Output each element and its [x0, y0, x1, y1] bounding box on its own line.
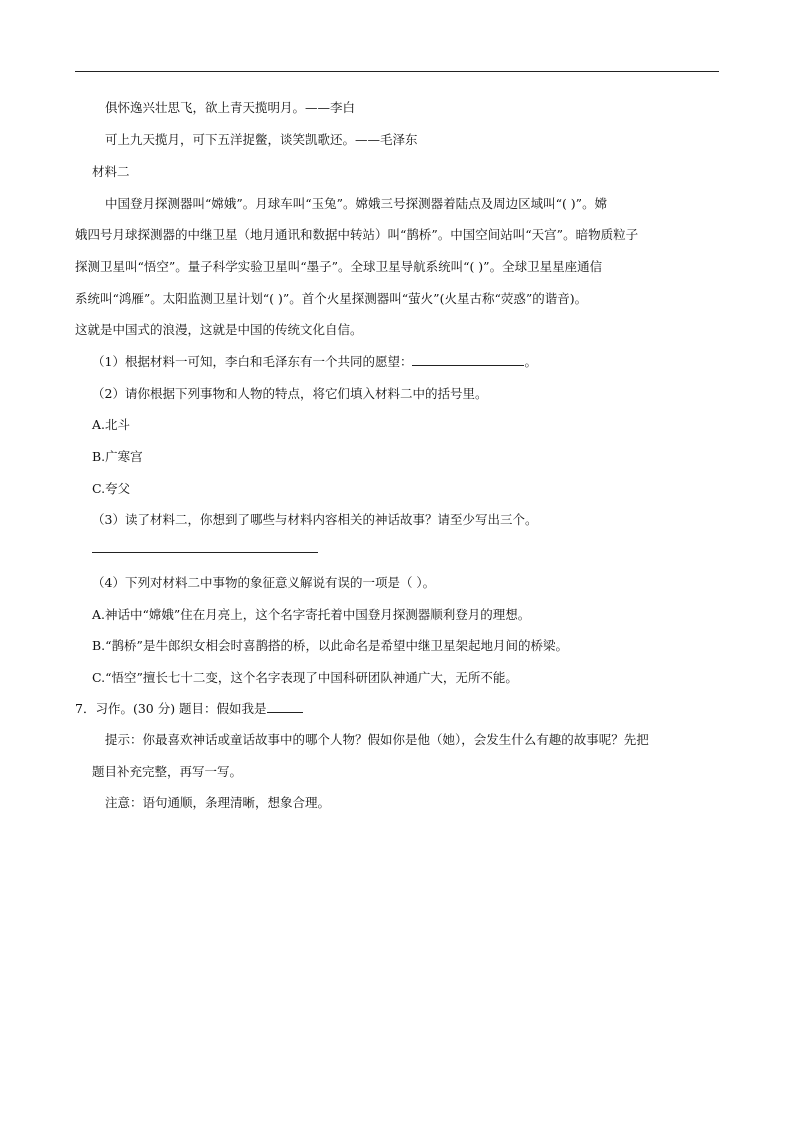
- question-7-title-text: 7．习作。(30 分) 题目：假如我是: [75, 701, 267, 716]
- material2-heading: 材料二: [92, 164, 130, 179]
- material2-line-3: 探测卫星叫“悟空”。量子科学实验卫星叫“墨子”。全球卫星导航系统叫“( )”。全球卫星星座通信: [75, 259, 603, 274]
- question-4-option-b: B.“鹊桥”是牛郎织女相会时喜鹊搭的桥，以此命名是希望中继卫星架起地月间的桥梁。: [92, 638, 568, 653]
- question-1: [92, 353, 537, 371]
- material2-line-4: 系统叫“鸿雁”。太阳监测卫星计划“( )”。首个火星探测器叫“萤火”(火星古称“荧惑”的谐音)。: [75, 291, 588, 306]
- question-3: （3）读了材料二，你想到了哪些与材料内容相关的神话故事？请至少写出三个。: [92, 512, 538, 527]
- question-3-answer-line[interactable]: [92, 552, 318, 553]
- question-1-answer-blank[interactable]: [412, 353, 524, 366]
- poem-li-bai: 俱怀逸兴壮思飞，欲上青天揽明月。——李白: [105, 100, 356, 115]
- option-c-kuafu: C.夸父: [92, 481, 131, 496]
- option-a-beidou: A.北斗: [92, 417, 131, 432]
- header-rule: [75, 71, 719, 72]
- question-7-hint-line-1: 提示：你最喜欢神话或童话故事中的哪个人物？假如你是他（她），会发生什么有趣的故事呢？先把: [105, 732, 649, 747]
- question-1-text: （1）根据材料一可知，李白和毛泽东有一个共同的愿望：: [92, 354, 413, 369]
- option-b-guanghangong: B.广寒宫: [92, 449, 143, 464]
- material2-line-5: 这就是中国式的浪漫，这就是中国的传统文化自信。: [75, 322, 363, 337]
- material2-line-2: 娥四号月球探测器的中继卫星（地月通讯和数据中转站）叫“鹊桥”。中国空间站叫“天宫”。暗物质粒子: [75, 227, 639, 242]
- question-4-option-c: C.“悟空”擅长七十二变，这个名字表现了中国科研团队神通广大，无所不能。: [92, 670, 518, 685]
- question-7-title: [75, 700, 303, 718]
- question-7-note: 注意：语句通顺，条理清晰，想象合理。: [105, 795, 331, 810]
- question-7-title-blank[interactable]: [267, 700, 303, 713]
- material2-line-1: 中国登月探测器叫“嫦娥”。月球车叫“玉兔”。嫦娥三号探测器着陆点及周边区域叫“( )”。嫦: [105, 196, 608, 211]
- question-7-hint-line-2: 题目补充完整，再写一写。: [92, 764, 243, 779]
- question-2: （2）请你根据下列事物和人物的特点，将它们填入材料二中的括号里。: [92, 386, 488, 401]
- poem-mao-zedong: 可上九天揽月，可下五洋捉鳖，谈笑凯歌还。——毛泽东: [105, 132, 418, 147]
- question-1-end: 。: [524, 354, 537, 369]
- question-4: （4）下列对材料二中事物的象征意义解说有误的一项是（ ）。: [92, 575, 436, 590]
- question-4-option-a: A.神话中“嫦娥”住在月亮上，这个名字寄托着中国登月探测器顺利登月的理想。: [92, 607, 531, 622]
